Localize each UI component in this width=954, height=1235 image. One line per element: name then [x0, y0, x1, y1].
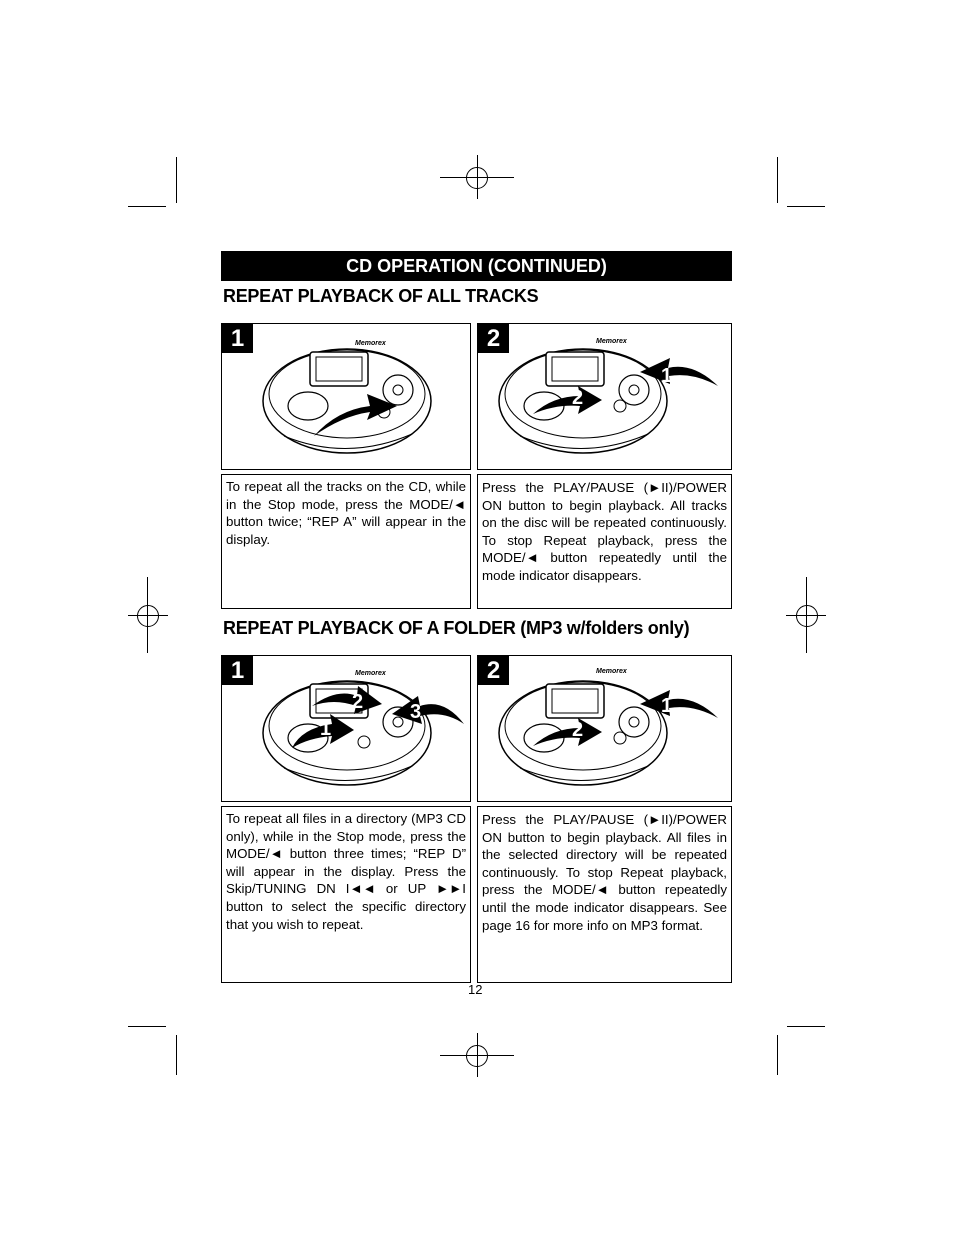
instruction-box-folder-step-1 — [221, 806, 471, 983]
crop-mark — [777, 1035, 778, 1075]
section-title: CD OPERATION (CONTINUED) — [346, 255, 607, 276]
illustration-folder-step-2 — [477, 655, 732, 802]
brand-label: Memorex — [355, 340, 386, 347]
instruction-text: Press the PLAY/PAUSE (►II)/POWER ON button to begin playback. All files in the selected directory will be repeated continuously. To stop Repeat playback, press the MODE/◄ button repeatedly until the mode indicator disappears. See page 16 for more info on MP3 format. — [482, 812, 727, 933]
cd-player-illustration — [222, 656, 470, 801]
illustration-all-step-1 — [221, 323, 471, 470]
callout-number: 3 — [410, 701, 422, 723]
instruction-text: To repeat all files in a directory (MP3 CD only), while in the Stop mode, press the MODE/◄ button three times; “REP D” will appear in the display. Press the Skip/TUNING DN I◄◄ or UP ►►I button to select the specific directory that you wish to repeat. — [226, 811, 466, 932]
illustration-all-step-2 — [477, 323, 732, 470]
registration-mark — [796, 605, 818, 627]
crop-mark — [176, 157, 177, 203]
brand-label: Memorex — [596, 338, 627, 345]
brand-label: Memorex — [596, 668, 627, 675]
heading-repeat-all-tracks: REPEAT PLAYBACK OF ALL TRACKS — [223, 286, 539, 306]
step-number-badge: 1 — [222, 324, 253, 353]
instruction-box-all-step-1 — [221, 474, 471, 609]
section-title-bar — [221, 251, 732, 281]
callout-number: 2 — [572, 387, 584, 409]
crop-mark — [777, 157, 778, 203]
crop-mark — [176, 1035, 177, 1075]
callout-number: 2 — [572, 719, 584, 741]
crop-mark — [128, 1026, 166, 1027]
cd-player-illustration — [222, 324, 470, 469]
registration-mark — [128, 615, 168, 616]
cd-player-illustration — [478, 656, 731, 801]
crop-mark — [128, 206, 166, 207]
heading-repeat-folder: REPEAT PLAYBACK OF A FOLDER (MP3 w/folders only) — [223, 618, 690, 638]
callout-number: 1 — [661, 365, 673, 387]
step-number-badge: 2 — [478, 656, 509, 685]
registration-mark — [137, 605, 159, 627]
registration-mark — [477, 1033, 478, 1077]
registration-mark — [147, 577, 148, 653]
callout-number: 2 — [352, 691, 364, 713]
instruction-text: To repeat all the tracks on the CD, while in the Stop mode, press the MODE/◄ button twice; “REP A” will appear in the display. — [226, 479, 466, 547]
brand-label: Memorex — [355, 670, 386, 677]
illustration-folder-step-1 — [221, 655, 471, 802]
cd-player-illustration — [478, 324, 731, 469]
step-number-badge: 1 — [222, 656, 253, 685]
instruction-box-all-step-2 — [477, 474, 732, 609]
callout-number: 1 — [320, 718, 332, 740]
step-number-badge: 2 — [478, 324, 509, 353]
crop-mark — [787, 206, 825, 207]
callout-number: 1 — [661, 695, 673, 717]
instruction-box-folder-step-2 — [477, 806, 732, 983]
page-number: 12 — [468, 982, 483, 997]
registration-mark — [806, 577, 807, 653]
instruction-text: Press the PLAY/PAUSE (►II)/POWER ON button to begin playback. All tracks on the disc will be repeated continuously. To stop Repeat playback, press the MODE/◄ button repeatedly until the mode indicator disappears. — [482, 480, 727, 583]
crop-mark — [787, 1026, 825, 1027]
registration-mark — [477, 155, 478, 199]
